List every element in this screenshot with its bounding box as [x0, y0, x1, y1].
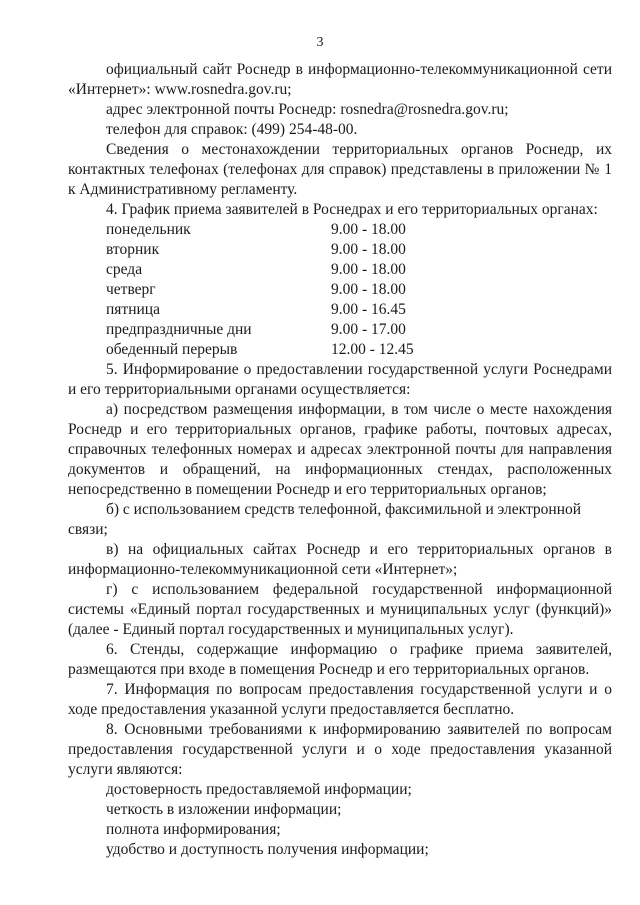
- schedule-time: 9.00 - 18.00: [331, 241, 406, 258]
- schedule-table: [68, 220, 612, 360]
- list-item: удобство и доступность получения информации;: [106, 841, 429, 858]
- paragraph: 5. Информирование о предоставлении государственной услуги Роснедрами и его территориальными органами осуществляется:: [68, 361, 612, 398]
- list-item: достоверность предоставляемой информации;: [106, 781, 412, 798]
- schedule-row: [68, 340, 612, 360]
- schedule-day: пятница: [106, 301, 160, 318]
- list-item: четкость в изложении информации;: [106, 801, 342, 818]
- schedule-time: 9.00 - 18.00: [331, 281, 406, 298]
- paragraph: 7. Информация по вопросам предоставления государственной услуги и о ходе предоставления указанной услуги предоставляется бесплатно.: [68, 681, 612, 718]
- schedule-day: вторник: [106, 241, 160, 258]
- schedule-row: [68, 260, 612, 280]
- schedule-time: 9.00 - 18.00: [331, 261, 406, 278]
- schedule-row: [68, 220, 612, 240]
- schedule-day: понедельник: [106, 221, 191, 238]
- schedule-time: 9.00 - 17.00: [331, 321, 406, 338]
- page-number: 3: [316, 35, 324, 50]
- schedule-row: [68, 240, 612, 260]
- paragraph: в) на официальных сайтах Роснедр и его территориальных органов в информационно-телекоммуникационной сети «Интернет»;: [68, 541, 612, 578]
- schedule-time: 9.00 - 18.00: [331, 221, 406, 238]
- schedule-day: предпраздничные дни: [106, 321, 252, 338]
- document-body: [68, 60, 612, 860]
- schedule-day: среда: [106, 261, 143, 278]
- schedule-time: 12.00 - 12.45: [331, 341, 414, 358]
- schedule-row: [68, 280, 612, 300]
- paragraph: а) посредством размещения информации, в том числе о месте нахождения Роснедр и его территориальных органов, графике работы, почтовых адресах, справочных телефонных номерах и адресах электронной почты для направления документов и обращений, на информационных стендах, расположенных непосредственно в помещении Роснедр и его территориальных органов;: [68, 401, 612, 498]
- paragraph: телефон для справок: (499) 254-48-00.: [106, 121, 358, 138]
- schedule-day: обеденный перерыв: [106, 341, 238, 358]
- paragraph: Сведения о местонахождении территориальных органов Роснедр, их контактных телефонах (телефонах для справок) представлены в приложении № 1 к Административному регламенту.: [68, 141, 612, 198]
- paragraph: адрес электронной почты Роснедр: rosnedra@rosnedra.gov.ru;: [106, 101, 509, 118]
- paragraph: официальный сайт Роснедр в информационно-телекоммуникационной сети «Интернет»: www.rosnedra.gov.ru;: [68, 61, 612, 98]
- paragraph: 6. Стенды, содержащие информацию о графике приема заявителей, размещаются при входе в помещения Роснедр и его территориальных органов.: [68, 641, 612, 678]
- schedule-row: [68, 320, 612, 340]
- paragraph: 8. Основными требованиями к информированию заявителей по вопросам предоставления государственной услуги и о ходе предоставления указанной услуги являются:: [68, 721, 612, 778]
- schedule-day: четверг: [106, 281, 156, 298]
- paragraph: б) с использованием средств телефонной, факсимильной и электронной связи;: [68, 501, 582, 538]
- paragraph: г) с использованием федеральной государственной информационной системы «Единый портал государственных и муниципальных услуг (функций)» (далее - Единый портал государственных и муниципальных услуг).: [68, 581, 612, 638]
- list-item: полнота информирования;: [106, 821, 281, 838]
- schedule-time: 9.00 - 16.45: [331, 301, 406, 318]
- paragraph: 4. График приема заявителей в Роснедрах и его территориальных органах:: [106, 201, 598, 218]
- schedule-row: [68, 300, 612, 320]
